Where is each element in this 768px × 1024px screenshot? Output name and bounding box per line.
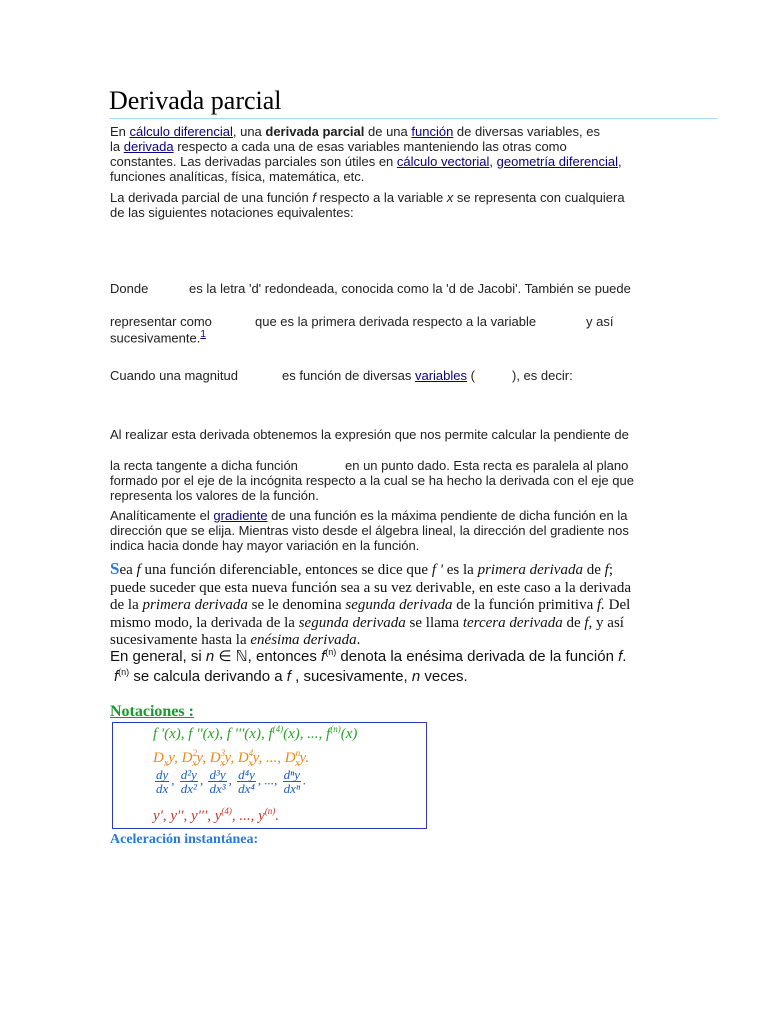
text: se le denomina (247, 597, 346, 613)
bold-term: derivada parcial (265, 124, 365, 139)
text: y así (592, 614, 624, 631)
text: . (622, 648, 627, 665)
var: f (114, 668, 119, 685)
text: (x), ..., f (283, 726, 331, 742)
text: sucesivamente hasta la (110, 632, 251, 648)
fraction (208, 768, 226, 795)
term: primera derivada (477, 562, 583, 578)
text-line: dirección que se elija. Mientras visto desde el álgebra lineal, la dirección del gradiente nos (110, 523, 629, 538)
numerator: d²y (180, 767, 197, 782)
fraction (180, 768, 198, 795)
text: ..., (264, 772, 278, 788)
term: enésima derivada (250, 632, 357, 648)
denominator: dx³ (209, 781, 226, 796)
text: se representa con cualquiera (453, 190, 625, 205)
text: , (171, 772, 175, 788)
text: se calcula derivando a (129, 668, 287, 685)
var: n (411, 668, 421, 685)
text-line: funciones analíticas, física, matemática, etc. (110, 169, 365, 184)
fraction (283, 768, 301, 795)
term: tercera derivada (462, 614, 563, 631)
link-gradiente[interactable]: gradiente (213, 508, 268, 523)
denominator: dx⁴ (238, 781, 255, 796)
subscript: x (191, 758, 197, 769)
represent-end: y así (586, 314, 614, 329)
notaciones-heading: Notaciones : (110, 703, 194, 720)
var: f (136, 562, 141, 578)
text: y. (299, 750, 310, 766)
text: Analíticamente el (110, 508, 214, 523)
text: (x) (340, 726, 358, 742)
text: de una (364, 124, 412, 139)
magnitud-end: ), es decir: (512, 368, 573, 383)
text: f '(x), f ''(x), f '''(x), f (153, 726, 273, 742)
footnote-link[interactable]: 1 (200, 329, 206, 340)
superscript: 2 (192, 748, 197, 758)
tangente-text: en un punto dado. Esta recta es paralela al plano (345, 458, 629, 473)
notation-leibniz (153, 768, 306, 795)
subscript: x (220, 758, 225, 769)
text: En (110, 124, 130, 139)
text: , (228, 772, 232, 788)
text: de una función es la máxima pendiente de dicha función en la (267, 508, 628, 523)
tangente-line2: formado por el eje de la incógnita respecto a la cual se ha hecho la derivada con el eje que (110, 473, 634, 488)
subscript: x (248, 758, 253, 769)
text: respecto a la variable (316, 190, 447, 205)
tangente-line3: representa los valores de la función. (110, 488, 319, 503)
numerator: d⁴y (238, 767, 255, 782)
magnitud-text (282, 368, 475, 383)
term: segunda derivada (298, 614, 406, 631)
represent-label: representar como (110, 314, 212, 329)
link-derivada[interactable]: derivada (123, 139, 174, 154)
text: de la (110, 597, 143, 613)
var: f. (597, 597, 605, 613)
text: sucesivamente. (110, 330, 201, 346)
text: respecto a cada una de esas variables manteniendo las otras como (173, 139, 567, 154)
text: , (618, 154, 622, 169)
superscript: n (295, 748, 301, 758)
subscript: x (295, 758, 300, 769)
text: y', y'', y''', y (153, 808, 222, 824)
sucesivamente-line (110, 327, 206, 345)
notation-paragraph (110, 190, 730, 220)
text: una función diferenciable, entonces se dice que (140, 562, 432, 578)
jacobi-text: es la letra 'd' redondeada, conocida como la 'd de Jacobi'. También se puede (189, 281, 631, 296)
text: ; (608, 562, 613, 578)
numerator: d³y (209, 767, 226, 782)
text: y, D (196, 750, 221, 766)
text: , (199, 772, 204, 788)
text: de (562, 614, 585, 631)
fraction (155, 768, 169, 795)
represent-text: que es la primera derivada respecto a la variable (255, 314, 537, 329)
text: , (257, 772, 262, 788)
text: es la (442, 562, 478, 578)
superscript: 4 (248, 748, 254, 758)
text-line: indica hacia donde hay mayor variación en la función. (110, 538, 420, 553)
numerator: dy (156, 767, 169, 782)
text: , sucesivamente, (290, 668, 412, 685)
text: Del (604, 597, 631, 613)
text: de (582, 562, 605, 578)
text: la (110, 139, 124, 154)
denominator: dx² (180, 781, 197, 796)
var-x: x (446, 190, 454, 205)
text: La derivada parcial de una función (110, 190, 313, 205)
text: En general, si (110, 648, 206, 665)
var: f, (584, 614, 593, 631)
enesima-line (110, 647, 626, 665)
text: , (489, 154, 497, 169)
page-title: Derivada parcial (109, 85, 717, 119)
text: entonces (251, 648, 322, 665)
pendiente-line: Al realizar esta derivada obtenemos la expresión que nos permite calcular la pendiente de (110, 427, 629, 442)
superscript: (n) (264, 806, 276, 816)
denominator: dx (156, 781, 169, 796)
var: f ' (431, 562, 443, 578)
text: , ..., y (231, 808, 265, 824)
superscript: (n) (118, 667, 130, 677)
superscript: 3 (220, 748, 226, 758)
text-line: puede suceder que esta nueva función sea a su vez derivable, en este caso a la derivada (110, 579, 632, 596)
text: ( (467, 368, 475, 383)
notation-lagrange (153, 724, 357, 743)
text: es función de diversas (282, 368, 415, 383)
text: D (153, 750, 164, 766)
superscript: (4) (272, 724, 284, 734)
text: constantes. Las derivadas parciales son útiles en (110, 154, 397, 169)
numerator: dⁿy (283, 767, 301, 782)
text: y, D (168, 750, 193, 766)
var: f (604, 562, 609, 578)
var: f (618, 648, 623, 665)
subscript: x (163, 758, 169, 769)
term: segunda derivada (345, 597, 453, 613)
notaciones-box (112, 722, 427, 829)
link-variables[interactable]: variables (414, 368, 467, 383)
aceleracion-heading: Aceleración instantánea: (110, 832, 259, 847)
text: ea (119, 562, 137, 578)
drop-letter: S (110, 559, 120, 578)
text: y, D (224, 750, 249, 766)
var-f: f (312, 190, 316, 205)
text: se llama (405, 614, 463, 631)
text-line: de las siguientes notaciones equivalentes: (110, 205, 354, 220)
intro-paragraph (110, 124, 730, 184)
superscript: (4) (221, 806, 232, 816)
gradiente-paragraph (110, 508, 750, 553)
superscript: (n) (330, 724, 341, 734)
calcula-line (114, 667, 468, 685)
var: n (205, 648, 215, 665)
link-funcion[interactable]: función (411, 124, 454, 139)
denominator: dxⁿ (283, 781, 301, 796)
text: . (275, 808, 280, 824)
notation-euler (153, 748, 309, 769)
link-calculo-diferencial[interactable]: cálculo diferencial (129, 124, 233, 139)
text: denota la enésima derivada de la función (336, 648, 619, 665)
jacobi-label: Donde (110, 281, 149, 296)
link-geometria-diferencial[interactable]: geometría diferencial (496, 154, 619, 169)
magnitud-label: Cuando una magnitud (110, 368, 238, 383)
link-calculo-vectorial[interactable]: cálculo vectorial (396, 154, 490, 169)
notation-prime (153, 806, 279, 825)
tangente-label: la recta tangente a dicha función (110, 458, 298, 473)
text: . (356, 632, 361, 648)
text: de diversas variables, es (453, 124, 600, 139)
text: veces. (420, 668, 468, 685)
var: f (321, 648, 326, 665)
fraction (237, 768, 256, 795)
text: mismo modo, la derivada de la (110, 614, 299, 631)
derivadas-sucesivas-block (110, 560, 640, 650)
superscript: (n) (325, 647, 337, 657)
text: ∈ ℕ, (214, 648, 252, 665)
term: primera derivada (142, 597, 248, 613)
text: y, ..., D (252, 750, 296, 766)
var: f (286, 668, 291, 685)
text: de la función primitiva (452, 597, 597, 613)
text: . (303, 772, 307, 788)
text: , una (232, 124, 266, 139)
